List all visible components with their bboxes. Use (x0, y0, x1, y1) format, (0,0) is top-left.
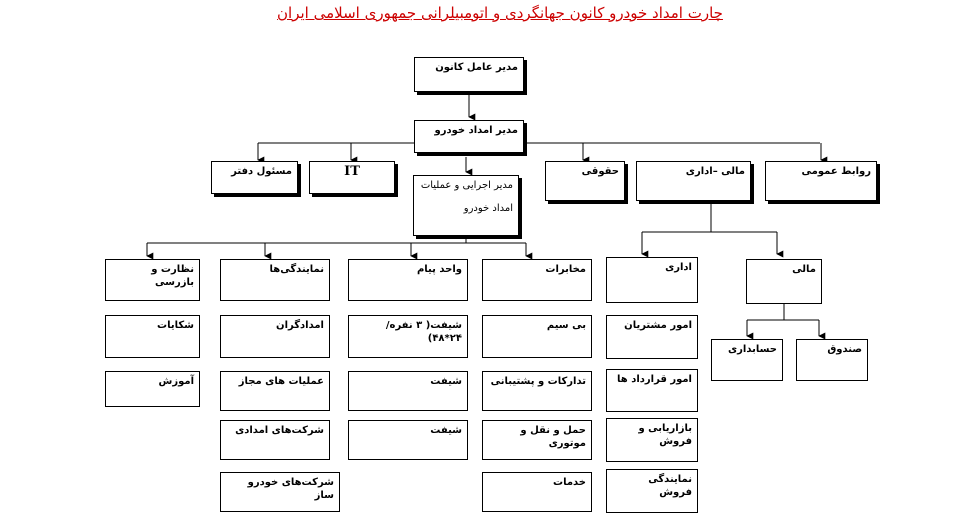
node-wireless: بی سیم (482, 315, 592, 358)
node-relief-workers: امدادگران (220, 315, 330, 358)
node-supervision: نظارت و بازرسی (105, 259, 200, 301)
node-sales-agency: نمایندگی فروش (606, 469, 698, 513)
node-legal: حقوقی (545, 161, 625, 201)
node-contracts: امور قرارداد ها (606, 369, 698, 412)
node-message-unit: واحد پیام (348, 259, 468, 301)
node-financial: مالی (746, 259, 822, 304)
node-shift-a: شیفت (348, 371, 468, 411)
node-transport: حمل و نقل و موتوری (482, 420, 592, 460)
node-virtual-ops: عملیات های مجاز (220, 371, 330, 411)
node-accounting: حسابداری (711, 339, 783, 381)
node-complaints: شکایات (105, 315, 200, 358)
node-marketing-sales: بازاریابی و فروش (606, 418, 698, 462)
ops-manager-line-1: مدیر اجرایی و عملیات (420, 180, 513, 191)
node-agencies: نمایندگی‌ها (220, 259, 330, 301)
node-rescue-manager: مدیر امداد خودرو (414, 120, 524, 153)
node-communications: مخابرات (482, 259, 592, 301)
node-services: خدمات (482, 472, 592, 512)
page-title: چارت امداد خودرو کانون جهانگردی و اتومبیلرانی جمهوری اسلامی ایران (277, 4, 723, 22)
node-training: آموزش (105, 371, 200, 407)
node-administrative: اداری (606, 257, 698, 303)
node-it: IT (309, 161, 395, 194)
node-shift-b: شیفت (348, 420, 468, 460)
node-logistics: تدارکات و پشتیبانی (482, 371, 592, 411)
node-shift-three: شیفت( ۳ نفره/ ۲۴*۴۸) (348, 315, 468, 358)
node-finance-admin: مالی –اداری (636, 161, 751, 201)
node-customer-affairs: امور مشتریان (606, 315, 698, 359)
node-fund: صندوق (796, 339, 868, 381)
node-office-head: مسئول دفتر (211, 161, 298, 194)
node-car-makers: شرکت‌های خودرو ساز (220, 472, 340, 512)
ops-manager-line-2: امداد خودرو (463, 203, 513, 214)
node-ops-manager (413, 175, 519, 236)
node-ceo: مدیر عامل کانون (414, 57, 524, 92)
node-rescue-companies: شرکت‌های امدادی (220, 420, 330, 460)
node-public-relations: روابط عمومی (765, 161, 877, 201)
